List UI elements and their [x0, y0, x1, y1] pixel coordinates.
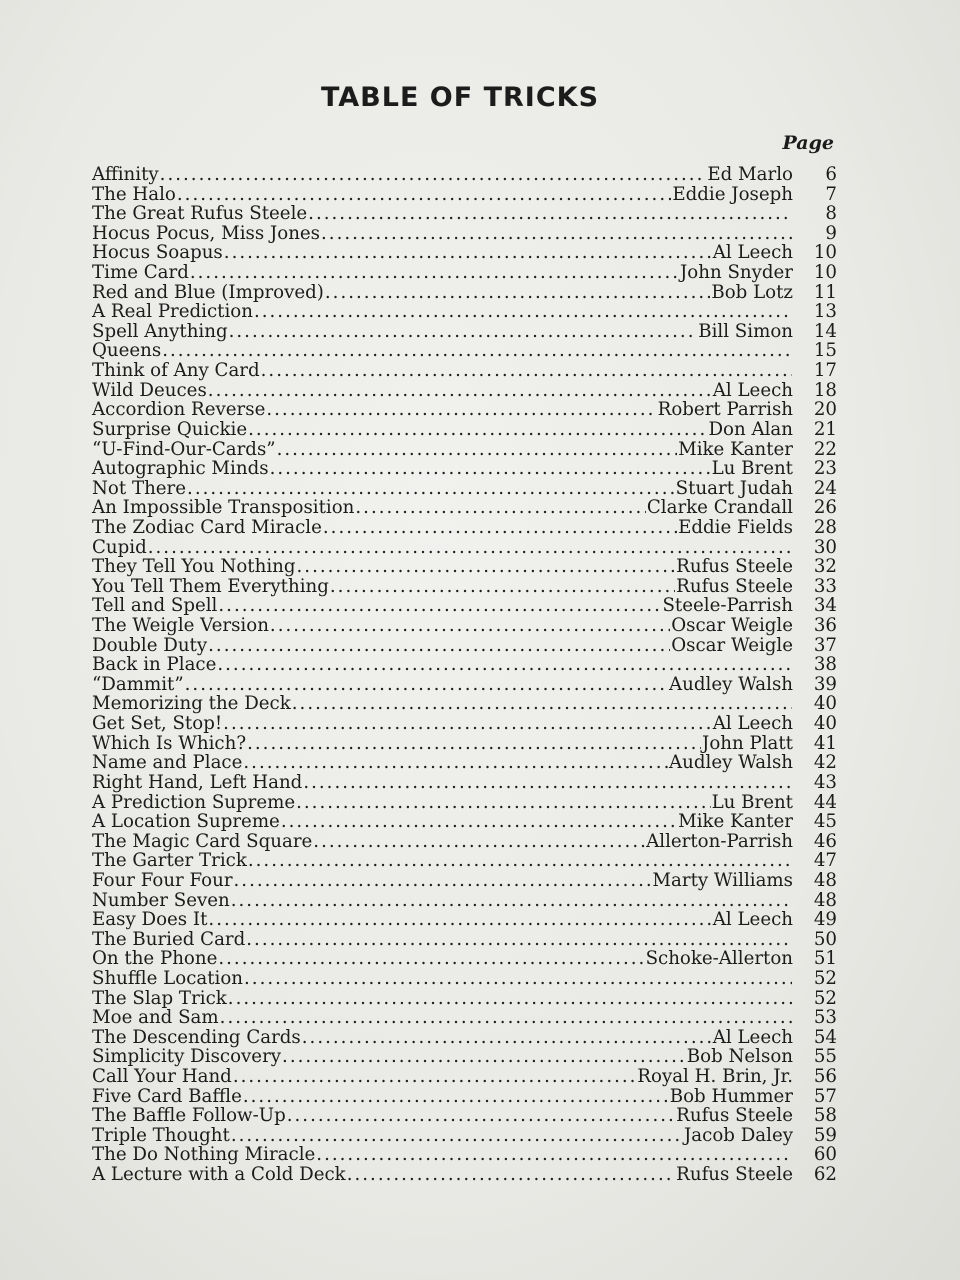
page-number: 21	[813, 418, 837, 440]
page-number: 54	[813, 1026, 837, 1048]
dot-leader	[208, 380, 712, 401]
toc-entry	[92, 831, 837, 851]
page-number: 33	[813, 575, 837, 597]
trick-author: Rufus Steele	[676, 1105, 793, 1127]
toc-entry	[92, 458, 837, 478]
trick-author: Al Leech	[712, 909, 793, 931]
trick-title: Queens	[92, 340, 162, 362]
toc-entry	[92, 909, 837, 929]
dot-leader	[187, 478, 675, 499]
page-number: 28	[813, 516, 837, 538]
trick-title: The Garter Trick	[92, 850, 247, 872]
toc-entry	[92, 1086, 837, 1106]
toc-entry	[92, 693, 837, 713]
trick-title: “Dammit”	[92, 673, 184, 695]
page-number: 39	[813, 673, 837, 695]
page-number: 32	[813, 556, 837, 578]
toc-entry	[92, 968, 837, 988]
toc-entry	[92, 1125, 837, 1145]
trick-author: Ed Marlo	[707, 164, 793, 185]
trick-title: Number Seven	[92, 889, 230, 911]
page-number: 15	[813, 340, 837, 362]
trick-title: Double Duty	[92, 634, 208, 656]
dot-leader	[243, 1086, 669, 1107]
dot-leader	[177, 184, 672, 205]
toc-entry	[92, 811, 837, 831]
toc-entry	[92, 301, 837, 321]
trick-title: The Great Rufus Steele	[92, 203, 308, 225]
toc-entry	[92, 1144, 837, 1164]
page-number: 45	[813, 811, 837, 833]
toc-entry	[92, 399, 837, 419]
dot-leader	[321, 223, 792, 244]
trick-author: Rufus Steele	[676, 575, 793, 597]
trick-title: Call Your Hand	[92, 1066, 232, 1088]
trick-title: The Slap Trick	[92, 987, 227, 1009]
page-column-header: Page	[782, 132, 834, 154]
trick-title: The Baffle Follow-Up	[92, 1105, 286, 1127]
toc-entry	[92, 948, 837, 968]
toc-entry	[92, 1105, 837, 1125]
trick-title: Triple Thought	[92, 1124, 230, 1146]
dot-leader	[229, 321, 698, 342]
trick-title: Spell Anything	[92, 320, 228, 342]
dot-leader	[234, 870, 652, 891]
trick-author: Al Leech	[712, 1026, 793, 1048]
dot-leader	[281, 811, 677, 832]
trick-author: Oscar Weigle	[671, 634, 793, 656]
toc-entry	[92, 419, 837, 439]
dot-leader	[208, 635, 670, 656]
toc-entry	[92, 988, 837, 1008]
trick-title: Back in Place	[92, 654, 217, 676]
page-number: 10	[813, 262, 837, 284]
dot-leader	[148, 537, 792, 558]
page-number: 30	[813, 536, 837, 558]
toc-entry	[92, 733, 837, 753]
page-number: 53	[813, 1007, 837, 1029]
trick-author: Mike Kanter	[678, 811, 793, 833]
page-number: 41	[813, 732, 837, 754]
trick-title: They Tell You Nothing	[92, 556, 296, 578]
trick-title: Not There	[92, 477, 187, 499]
dot-leader	[162, 340, 792, 361]
toc-entry	[92, 792, 837, 812]
page-number: 46	[813, 830, 837, 852]
dot-leader	[302, 1027, 712, 1048]
trick-title: Accordion Reverse	[92, 399, 266, 421]
toc-entry	[92, 635, 837, 655]
toc-entry	[92, 262, 837, 282]
dot-leader	[277, 439, 677, 460]
toc-entry	[92, 184, 837, 204]
toc-entry	[92, 203, 837, 223]
trick-author: Clarke Crandall	[646, 497, 793, 519]
page-number: 38	[813, 654, 837, 676]
dot-leader	[160, 164, 707, 185]
dot-leader	[325, 282, 710, 303]
trick-author: Oscar Weigle	[671, 615, 793, 637]
toc-entry	[92, 752, 837, 772]
toc-entry	[92, 321, 837, 341]
page-number: 43	[813, 771, 837, 793]
dot-leader	[297, 556, 676, 577]
page-number: 10	[813, 242, 837, 264]
page-number: 60	[813, 1144, 837, 1166]
dot-leader	[217, 654, 792, 675]
toc-entry	[92, 850, 837, 870]
page-number: 18	[813, 379, 837, 401]
toc-entry	[92, 1027, 837, 1047]
trick-title: Hocus Pocus, Miss Jones	[92, 222, 321, 244]
dot-leader	[190, 262, 679, 283]
page-number: 37	[813, 634, 837, 656]
page-number: 62	[813, 1164, 837, 1186]
toc-entry	[92, 556, 837, 576]
trick-title: The Magic Card Square	[92, 830, 313, 852]
toc-entry	[92, 870, 837, 890]
page-number: 49	[813, 909, 837, 931]
trick-title: Tell and Spell	[92, 595, 218, 617]
page-number: 13	[813, 301, 837, 323]
trick-title: Autographic Minds	[92, 458, 269, 480]
page-number: 8	[825, 203, 837, 225]
trick-title: Surprise Quickie	[92, 418, 248, 440]
dot-leader	[266, 399, 656, 420]
dot-leader	[261, 360, 792, 381]
toc-entry	[92, 223, 837, 243]
trick-author: Bob Lotz	[711, 281, 793, 303]
dot-leader	[330, 576, 675, 597]
table-of-contents	[92, 164, 837, 1184]
dot-leader	[254, 301, 792, 322]
dot-leader	[233, 1066, 636, 1087]
trick-title: Affinity	[92, 164, 159, 185]
dot-leader	[270, 615, 670, 636]
dot-leader	[231, 890, 792, 911]
dot-leader	[287, 1105, 675, 1126]
trick-title: The Do Nothing Miracle	[92, 1144, 316, 1166]
page-number: 55	[813, 1046, 837, 1068]
dot-leader	[347, 1164, 675, 1185]
toc-entry	[92, 595, 837, 615]
trick-title: Cupid	[92, 536, 147, 558]
trick-author: Stuart Judah	[675, 477, 793, 499]
trick-title: The Buried Card	[92, 928, 246, 950]
page-number: 48	[813, 869, 837, 891]
toc-entry	[92, 1007, 837, 1027]
trick-author: Bob Nelson	[686, 1046, 793, 1068]
page-number: 22	[813, 438, 837, 460]
dot-leader	[224, 242, 712, 263]
trick-title: Memorizing the Deck	[92, 693, 291, 715]
trick-title: The Zodiac Card Miracle	[92, 516, 322, 538]
toc-entry	[92, 439, 837, 459]
page-number: 57	[813, 1085, 837, 1107]
dot-leader	[248, 850, 792, 871]
toc-entry	[92, 674, 837, 694]
dot-leader	[313, 831, 645, 852]
dot-leader	[355, 497, 645, 518]
page-number: 44	[813, 791, 837, 813]
page-number: 56	[813, 1066, 837, 1088]
trick-author: Allerton-Parrish	[646, 830, 793, 852]
trick-title: Which Is Which?	[92, 732, 247, 754]
trick-title: You Tell Them Everything	[92, 575, 329, 597]
trick-title: Name and Place	[92, 752, 243, 774]
trick-author: Don Alan	[708, 418, 793, 440]
toc-entry	[92, 380, 837, 400]
dot-leader	[244, 968, 792, 989]
trick-author: Royal H. Brin, Jr.	[637, 1066, 793, 1088]
dot-leader	[282, 1046, 686, 1067]
trick-title: Shuffle Location	[92, 967, 244, 989]
page-title: TABLE OF TRICKS	[320, 82, 600, 114]
page-number: 50	[813, 928, 837, 950]
trick-author: Marty Williams	[652, 869, 793, 891]
trick-title: Simplicity Discovery	[92, 1046, 282, 1068]
trick-author: Eddie Fields	[678, 516, 793, 538]
dot-leader	[231, 1125, 683, 1146]
trick-author: Al Leech	[712, 379, 793, 401]
page-number: 20	[813, 399, 837, 421]
trick-title: A Location Supreme	[92, 811, 280, 833]
page-number: 42	[813, 752, 837, 774]
trick-title: Wild Deuces	[92, 379, 207, 401]
page-number: 9	[825, 222, 837, 244]
trick-title: Four Four Four	[92, 869, 233, 891]
toc-entry	[92, 497, 837, 517]
toc-entry	[92, 1066, 837, 1086]
trick-title: A Real Prediction	[92, 301, 253, 323]
trick-author: Schoke-Allerton	[645, 948, 793, 970]
page-number: 24	[813, 477, 837, 499]
toc-entry	[92, 1046, 837, 1066]
toc-entry	[92, 576, 837, 596]
page-number: 52	[813, 967, 837, 989]
trick-title: Moe and Sam	[92, 1007, 219, 1029]
trick-author: Lu Brent	[711, 791, 793, 813]
toc-entry	[92, 517, 837, 537]
page-number: 7	[825, 183, 837, 205]
trick-title: An Impossible Transposition	[92, 497, 355, 519]
dot-leader	[292, 693, 792, 714]
trick-title: The Descending Cards	[92, 1026, 301, 1048]
dot-leader	[185, 674, 668, 695]
toc-entry	[92, 772, 837, 792]
trick-title: On the Phone	[92, 948, 218, 970]
dot-leader	[220, 1007, 792, 1028]
trick-author: Rufus Steele	[676, 556, 793, 578]
toc-entry	[92, 1164, 837, 1184]
dot-leader	[228, 988, 792, 1009]
toc-entry	[92, 890, 837, 910]
trick-author: Audley Walsh	[669, 673, 793, 695]
trick-author: Eddie Joseph	[672, 183, 793, 205]
trick-title: The Halo	[92, 183, 176, 205]
trick-title: Five Card Baffle	[92, 1085, 242, 1107]
dot-leader	[270, 458, 711, 479]
trick-author: Al Leech	[712, 242, 793, 264]
trick-author: Al Leech	[712, 713, 793, 735]
trick-title: Time Card	[92, 262, 189, 284]
toc-entry	[92, 713, 837, 733]
page-number: 59	[813, 1124, 837, 1146]
dot-leader	[246, 929, 792, 950]
page-number: 40	[813, 713, 837, 735]
trick-author: Steele-Parrish	[662, 595, 793, 617]
toc-entry	[92, 929, 837, 949]
dot-leader	[303, 772, 792, 793]
trick-author: Jacob Daley	[684, 1124, 793, 1146]
trick-title: Think of Any Card	[92, 360, 260, 382]
trick-title: Easy Does It	[92, 909, 208, 931]
page-number: 58	[813, 1105, 837, 1127]
trick-author: Bob Hummer	[669, 1085, 793, 1107]
page-number: 52	[813, 987, 837, 1009]
page-number: 36	[813, 615, 837, 637]
dot-leader	[308, 203, 792, 224]
trick-title: The Weigle Version	[92, 615, 269, 637]
page-number: 17	[813, 360, 837, 382]
trick-title: Get Set, Stop!	[92, 713, 223, 735]
toc-entry	[92, 340, 837, 360]
toc-entry	[92, 654, 837, 674]
trick-author: Bill Simon	[698, 320, 793, 342]
dot-leader	[218, 948, 644, 969]
page-number: 51	[813, 948, 837, 970]
dot-leader	[223, 713, 712, 734]
trick-author: Lu Brent	[711, 458, 793, 480]
page-number: 23	[813, 458, 837, 480]
toc-entry	[92, 478, 837, 498]
page-number: 34	[813, 595, 837, 617]
toc-entry	[92, 615, 837, 635]
page-number: 40	[813, 693, 837, 715]
dot-leader	[323, 517, 677, 538]
toc-entry	[92, 282, 837, 302]
trick-author: Rufus Steele	[676, 1164, 793, 1186]
trick-title: “U-Find-Our-Cards”	[92, 438, 276, 460]
dot-leader	[218, 595, 661, 616]
trick-author: John Platt	[702, 732, 793, 754]
trick-author: Robert Parrish	[657, 399, 793, 421]
dot-leader	[248, 419, 707, 440]
dot-leader	[243, 752, 668, 773]
toc-entry	[92, 242, 837, 262]
page-number: 47	[813, 850, 837, 872]
toc-entry	[92, 537, 837, 557]
trick-author: Audley Walsh	[669, 752, 793, 774]
dot-leader	[247, 733, 701, 754]
trick-title: A Lecture with a Cold Deck	[92, 1164, 346, 1186]
page-number: 11	[813, 281, 837, 303]
dot-leader	[208, 909, 711, 930]
page-number: 26	[813, 497, 837, 519]
dot-leader	[316, 1144, 792, 1165]
page-number: 48	[813, 889, 837, 911]
dot-leader	[296, 792, 710, 813]
trick-title: Right Hand, Left Hand	[92, 771, 303, 793]
trick-title: A Prediction Supreme	[92, 791, 296, 813]
trick-title: Hocus Soapus	[92, 242, 223, 264]
page-number: 14	[813, 320, 837, 342]
toc-entry	[92, 360, 837, 380]
toc-entry	[92, 164, 837, 184]
trick-author: John Snyder	[680, 262, 793, 284]
page-number: 6	[825, 164, 837, 185]
trick-author: Mike Kanter	[678, 438, 793, 460]
trick-title: Red and Blue (Improved)	[92, 281, 324, 303]
